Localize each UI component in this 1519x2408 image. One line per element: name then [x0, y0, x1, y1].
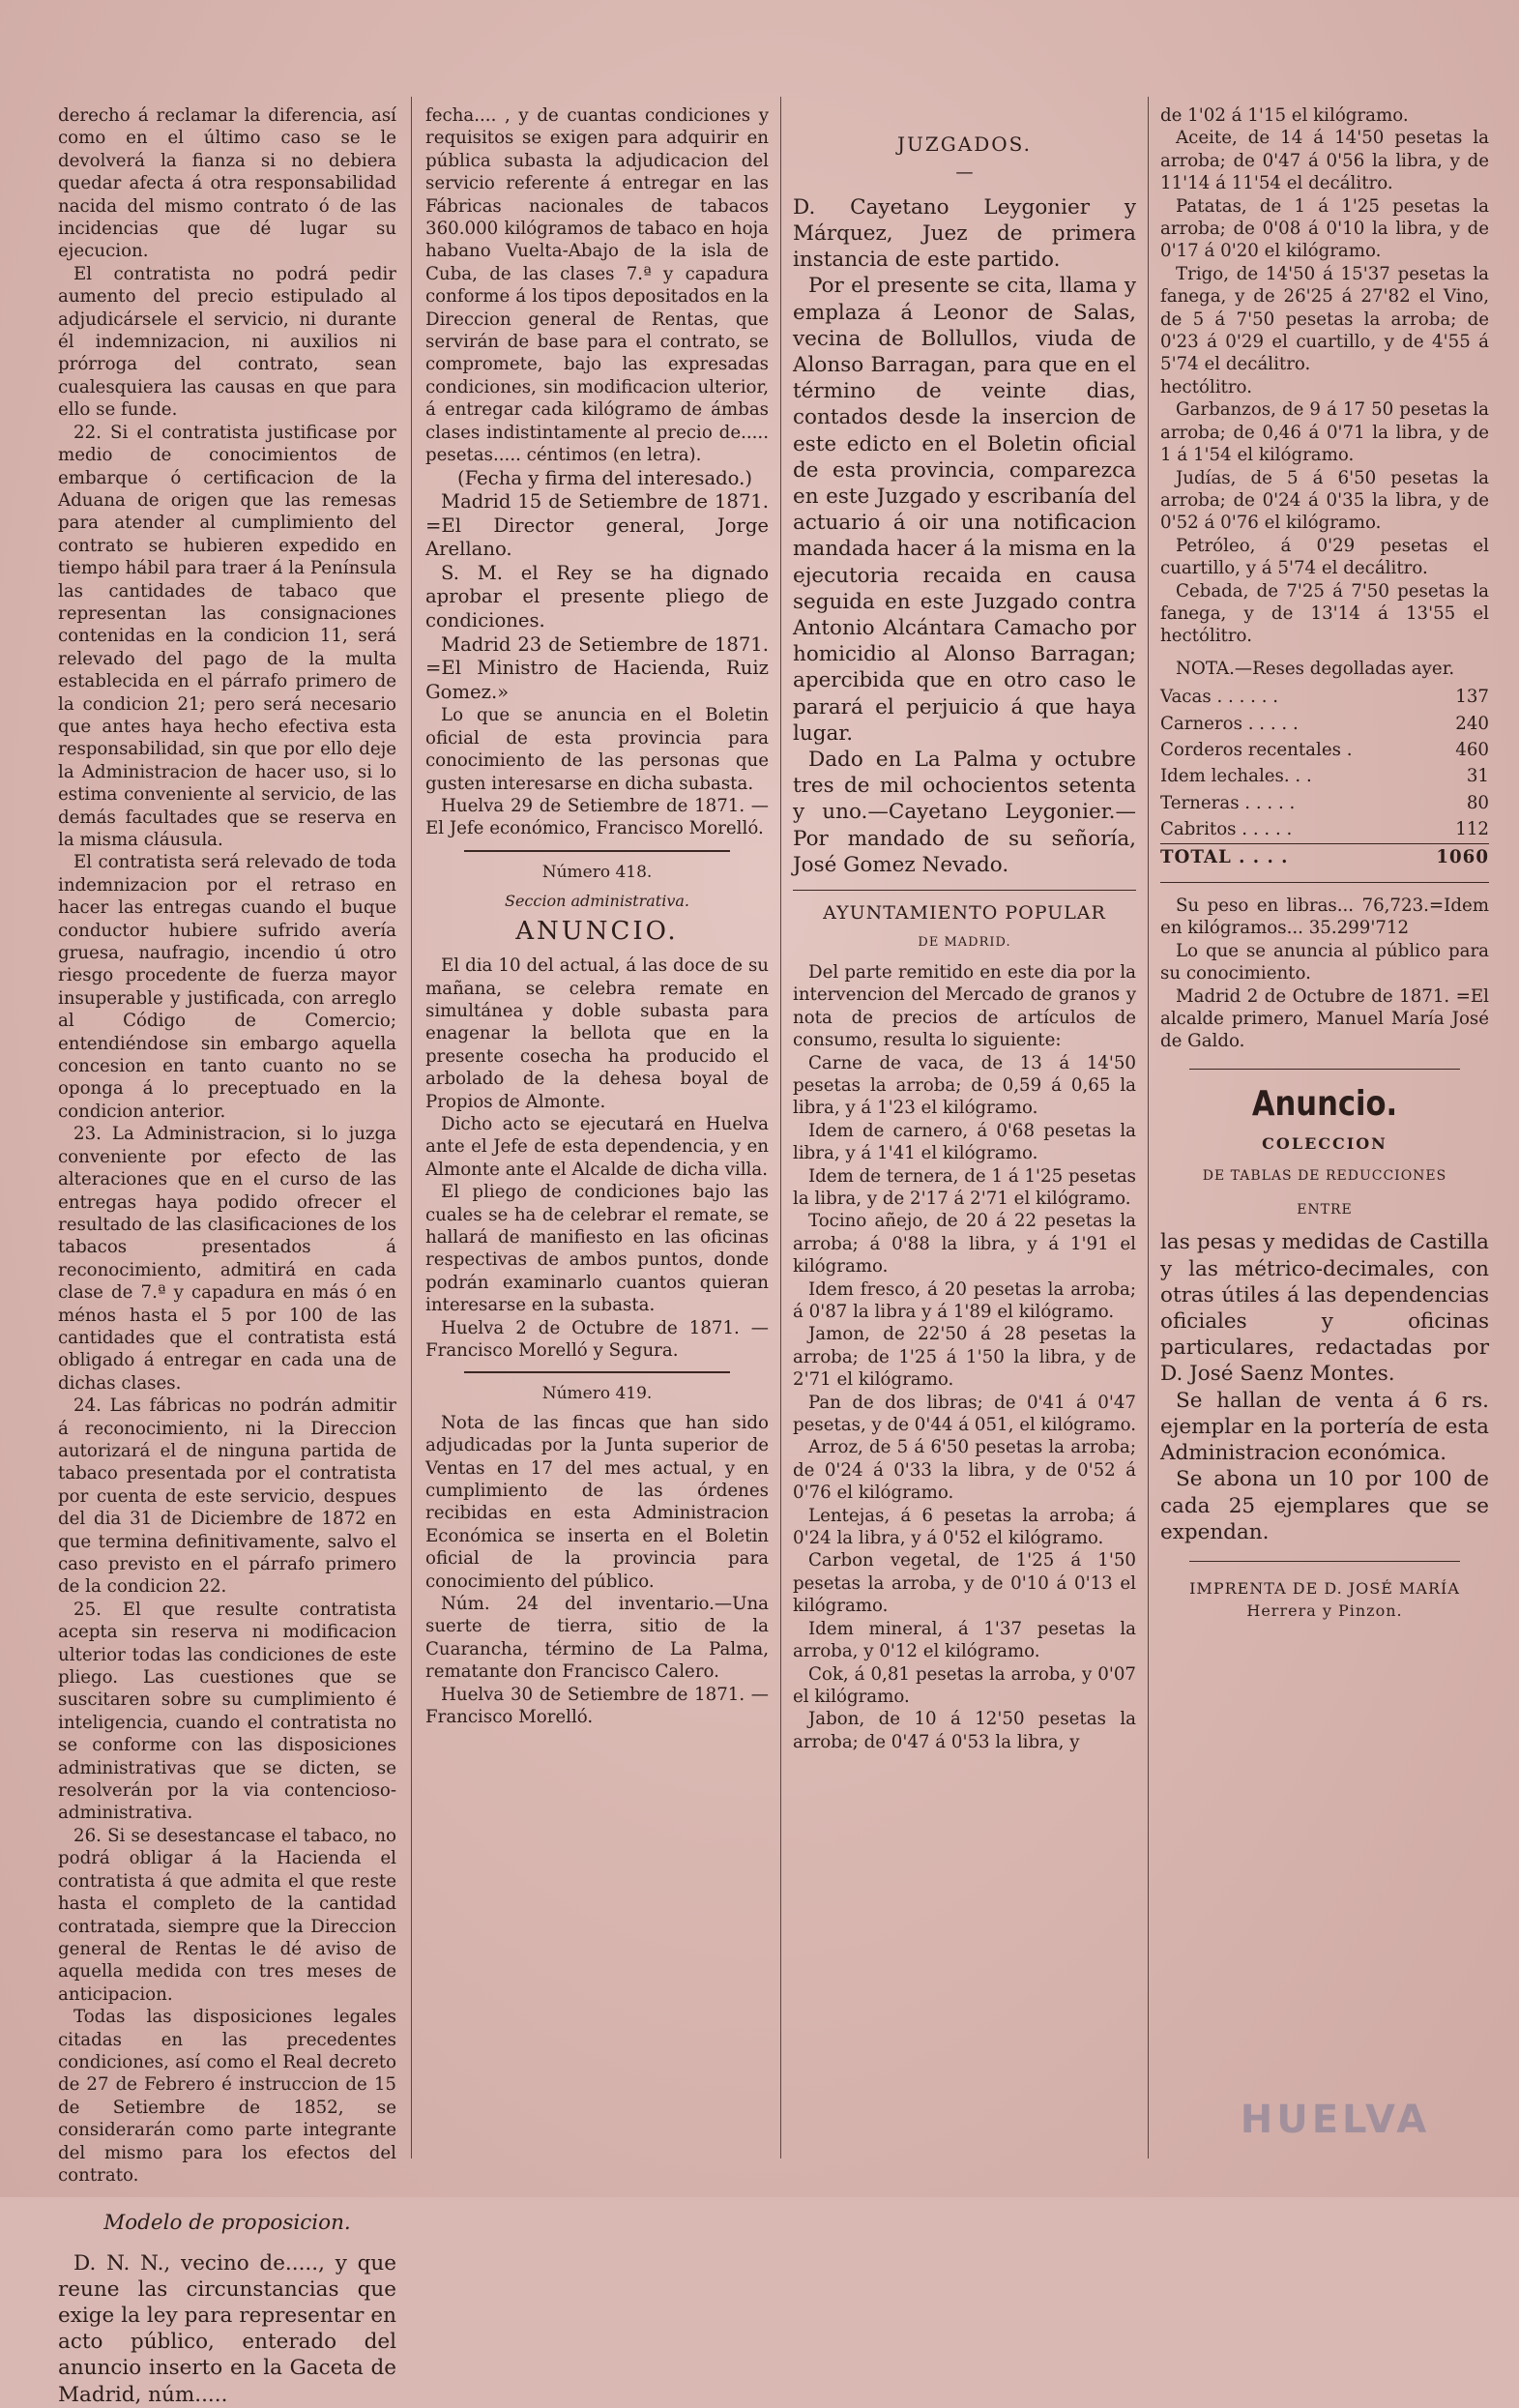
paragraph: D. N. N., vecino de....., y que reune las circunstancias que exige la ley para representar en acto público, enterado del anuncio inserto en la Gaceta de Madrid, núm.....: [58, 2250, 396, 2407]
paragraph: las pesas y medidas de Castilla y las métrico-decimales, con otras útiles á las dependencias oficiales y oficinas particulares, redactadas por D. José Saenz Montes.: [1160, 1230, 1489, 1387]
notice-number: Número 419.: [541, 1384, 653, 1404]
notice-number: Número 418.: [541, 862, 653, 882]
paragraph: derecho á reclamar la diferencia, así como en el último caso se le devolverá la fianza si no debiera quedar afecta á otra responsabilidad nacida del mismo contrato ó de las incidencias que dé lugar su ejecucion.: [58, 105, 396, 262]
paragraph: Lo que se anuncia en el Boletin oficial de esta provincia para conocimiento de las personas que gusten interesarse en dicha subasta.: [425, 705, 769, 794]
entre-heading: ENTRE: [1297, 1202, 1353, 1219]
divider: [793, 890, 1136, 891]
paragraph: Dado en La Palma y octubre tres de mil ochocientos setenta y uno.—Cayetano Leygonier.—Por mandado de su señoría, José Gomez Nevado.: [793, 748, 1136, 877]
paragraph: El dia 10 del actual, á las doce de su mañana, se celebra remate en simultánea y doble subasta para enagenar la bellota que en la presente cosecha ha producido el arbolado de la dehesa boyal de Propios de Almonte.: [425, 955, 769, 1112]
section-subtitle: DE MADRID.: [918, 934, 1011, 950]
table-row: Terneras . . . . . 80: [1160, 792, 1489, 813]
table-row: Vacas . . . . . . 137: [1160, 687, 1489, 708]
paragraph: 24. Las fábricas no podrán admitir á reconocimiento, ni la Direccion autorizará el de ninguna partida de tabaco presentada por el contratista por cuenta de este servicio, despues del dia 31 de Diciembre de 1872 en que termina definitivamente, salvo el caso previsto en el párrafo primero de la condicion 22.: [58, 1395, 396, 1598]
paragraph: Núm. 24 del inventario.—Una suerte de tierra, sitio de la Cuarancha, término de La Palma, rematante don Francisco Calero.: [425, 1594, 769, 1683]
paragraph: El contratista no podrá pedir aumento del precio estipulado al adjudicársele el servicio, ni durante él indemnizacion, ni auxilios ni prórroga del contrato, sean cualesquiera las causas en que para ello se funde.: [58, 263, 396, 421]
section-title: JUZGADOS.: [897, 132, 1032, 156]
paragraph: Del parte remitido en este dia por la intervencion del Mercado de granos y nota de precios de artículos de consumo, resulta lo siguiente:: [793, 961, 1136, 1051]
divider: [1160, 882, 1489, 883]
reses-note: NOTA.—Reses degolladas ayer.: [1176, 658, 1455, 679]
table-row: Idem lechales. . . 31: [1160, 766, 1489, 787]
price-entry: Garbanzos, de 9 á 17 50 pesetas la arroba; de 0,46 á 0'71 la libra, y de 1 á 1'54 el kilógramo.: [1160, 399, 1489, 466]
price-entry: Idem mineral, á 1'37 pesetas la arroba, y 0'12 el kilógramo.: [793, 1618, 1136, 1662]
price-entry: hectólitro.: [1160, 376, 1252, 397]
library-stamp: [1190, 2062, 1480, 2178]
total-row: TOTAL . . . . 1060: [1160, 843, 1489, 870]
paragraph: Nota de las fincas que han sido adjudicadas por la Junta superior de Ventas en 17 del mes actual, y en cumplimiento de las órdenes recibidas en esta Administracion Económica se inserta en el Boletin oficial de la provincia para conocimiento del público.: [425, 1412, 769, 1592]
column-2: [425, 104, 769, 2158]
paragraph: Su peso en libras... 76,723.=Idem en kilógramos... 35.299'712: [1160, 896, 1489, 939]
reses-table: [1160, 684, 1489, 870]
price-entry: Jamon, de 22'50 á 28 pesetas la arroba; de 1'25 á 1'50 la libra, y de 2'71 el kilógramo.: [793, 1324, 1136, 1391]
price-entry: Tocino añejo, de 20 á 22 pesetas la arroba; á 0'88 la libra, y á 1'91 el kilógramo.: [793, 1211, 1136, 1277]
paragraph: Madrid 15 de Setiembre de 1871. =El Director general, Jorge Arellano.: [425, 490, 769, 561]
column-3: [793, 104, 1136, 2158]
price-entry: Patatas, de 1 á 1'25 pesetas la arroba; de 0'08 á 0'10 la libra, y de 0'17 á 0'20 el kilógramo.: [1160, 195, 1489, 262]
divider: [1189, 1561, 1460, 1562]
price-entry: Trigo, de 14'50 á 15'37 pesetas la fanega, y de 26'25 á 27'82 el Vino, de 5 á 7'50 pesetas la arroba; de 0'23 á 0'29 el cuartillo, y de 4'55 á 5'74 el decálitro.: [1160, 263, 1489, 375]
price-entry: Arroz, de 5 á 6'50 pesetas la arroba; de 0'24 á 0'33 la libra, y de 0'52 á 0'76 el kilógramo.: [793, 1437, 1136, 1504]
paragraph: Por el presente se cita, llama y emplaza á Leonor de Salas, vecina de Bollullos, viuda de Alonso Barragan, para que en el término de veinte dias, contados desde la insercion de este edicto en el Boletin oficial de esta provincia, comparezca en este Juzgado y escribanía del actuario á oir una notificacion mandada hacer á la misma en la ejecutoria recaida en causa seguida en este Juzgado contra Antonio Alcántara Camacho por homicidio al Alonso Barragan; apercibida que en otro caso le parará el perjuicio á que haya lugar.: [793, 274, 1136, 746]
coleccion-heading: COLECCION: [1262, 1134, 1388, 1154]
table-row: Cabritos . . . . . 112: [1160, 819, 1489, 840]
printer-credit: IMPRENTA DE D. JOSÉ MARÍA Herrera y Pinzon.: [1189, 1578, 1460, 1621]
paragraph: 23. La Administracion, si lo juzga conveniente por efecto de las alteraciones que en el curso de las entregas haya podido ofrecer el resultado de las clasificaciones de los tabacos presentados á reconocimiento, admitirá en cada clase de 7.ª y capadura en más ó en ménos hasta el 5 por 100 de las cantidades que el contratista está obligado á entregar en cada una de dichas clases.: [58, 1124, 396, 1394]
paragraph: Huelva 30 de Setiembre de 1871. —Francisco Morelló.: [425, 1684, 769, 1728]
paragraph: El pliego de condiciones bajo las cuales se ha de celebrar el remate, se hallará de manifiesto en las oficinas respectivas de ambos puntos, donde podrán examinarlo cuantos quieran interesarse en la subasta.: [425, 1182, 769, 1316]
price-entry: Carne de vaca, de 13 á 14'50 pesetas la arroba; de 0,59 á 0,65 la libra, y á 1'23 el kilógramo.: [793, 1052, 1136, 1119]
price-entry: Idem de carnero, á 0'68 pesetas la libra, y á 1'41 el kilógramo.: [793, 1120, 1136, 1164]
stamp-text: HUELVA: [1240, 2098, 1431, 2142]
paragraph: D. Cayetano Leygonier y Márquez, Juez de primera instancia de este partido.: [793, 194, 1136, 273]
paragraph: S. M. el Rey se ha dignado aprobar el presente pliego de condiciones.: [425, 561, 769, 632]
table-row: Corderos recentales . 460: [1160, 739, 1489, 760]
paragraph: Huelva 2 de Octubre de 1871. —Francisco Morelló y Segura.: [425, 1317, 769, 1361]
paragraph: (Fecha y firma del interesado.): [456, 466, 753, 489]
column-rule: [1148, 97, 1149, 2158]
paragraph: Lo que se anuncia al público para su conocimiento.: [1160, 940, 1489, 984]
column-1: [58, 104, 396, 2407]
notice-title: ANUNCIO.: [515, 916, 679, 946]
paragraph: Se hallan de venta á 6 rs. ejemplar en la portería de esta Administracion económica.: [1160, 1388, 1489, 1466]
paragraph: 22. Si el contratista justificase por medio de conocimientos de embarque ó certificacion de la Aduana de origen que las remesas para atender al cumplimiento del contrato se hubieren expedido en tiempo hábil para traer á la Península las cantidades de tabaco que representan las consignaciones contenidas en la condicion 11, será relevado del pago de la multa establecida en el párrafo primero de la condicion 21; pero será necesario que antes haya hecho efectiva esta responsabilidad, sin que por ello deje la Administracion de hacer uso, si lo estima conveniente al servicio, de las demás facultades que se reserva en la misma cláusula.: [58, 422, 396, 850]
column-rule: [411, 97, 412, 2158]
paragraph: Madrid 23 de Setiembre de 1871. =El Ministro de Hacienda, Ruiz Gomez.»: [425, 632, 769, 703]
divider: [464, 850, 730, 852]
price-entry: Pan de dos libras; de 0'41 á 0'47 pesetas, y de 0'44 á 051, el kilógramo.: [793, 1392, 1136, 1436]
price-entry: Aceite, de 14 á 14'50 pesetas la arroba; de 0'47 á 0'56 la libra, y de 11'14 á 11'54 el decálitro.: [1160, 128, 1489, 194]
price-entry: Idem de ternera, de 1 á 1'25 pesetas la libra, y de 2'17 á 2'71 el kilógramo.: [793, 1165, 1136, 1209]
paragraph: Todas las disposiciones legales citadas en las precedentes condiciones, así como el Real decreto de 27 de Febrero é instruccion de 15 de Setiembre de 1852, se considerarán como parte integrante del mismo para los efectos del contrato.: [58, 2007, 396, 2186]
price-entry: Cok, á 0,81 pesetas la arroba, y 0'07 el kilógramo.: [793, 1663, 1136, 1707]
price-entry: Idem fresco, á 20 pesetas la arroba; á 0'87 la libra y á 1'89 el kilógramo.: [793, 1278, 1136, 1322]
table-row: Carneros . . . . . 240: [1160, 713, 1489, 734]
price-entry: de 1'02 á 1'15 el kilógramo.: [1160, 105, 1409, 126]
section-title: Modelo de proposicion.: [103, 2211, 351, 2236]
paragraph: Dicho acto se ejecutará en Huelva ante el Jefe de esta dependencia, y en Almonte ante el Alcalde de dicha villa.: [425, 1113, 769, 1180]
section-title: AYUNTAMIENTO POPULAR: [823, 902, 1106, 925]
price-entry: Jabon, de 10 á 12'50 pesetas la arroba; de 0'47 á 0'53 la libra, y: [793, 1709, 1136, 1752]
price-entry: Judías, de 5 á 6'50 pesetas la arroba; de 0'24 á 0'35 la libra, y de 0'52 á 0'76 el kilógramo.: [1160, 467, 1489, 534]
notice-title: Anuncio.: [1251, 1083, 1398, 1124]
paragraph: fecha.... , y de cuantas condiciones y requisitos se exigen para adquirir en pública subasta la adjudicacion del servicio referente á entregar en las Fábricas nacionales de tabacos 360.000 kilógramos de tabaco en hoja habano Vuelta-Abajo de la isla de Cuba, de las clases 7.ª y capadura conforme á los tipos depositados en la Direccion general de Rentas, que servirán de base para el contrato, se compromete, bajo las expresadas condiciones, sin modificacion ulterior, á entregar cada kilógramo de ámbas clases indistintamente al precio de..... pesetas..... céntimos (en letra).: [425, 105, 769, 466]
paragraph: 25. El que resulte contratista acepta sin reserva ni modificacion ulterior todas las condiciones de este pliego. Las cuestiones que se suscitaren sobre su cumplimiento é inteligencia, cuando el contratista no se conforme con las disposiciones administrativas que se dicten, se resolverán por la via contencioso-administrativa.: [58, 1599, 396, 1824]
divider: [464, 1371, 730, 1373]
paragraph: El contratista será relevado de toda indemnizacion por el retraso en hacer las entregas cuando el buque conductor hubiere sufrido avería gruesa, naufragio, incendio ú otro riesgo procedente de fuerza mayor insuperable y justificada, con arreglo al Código de Comercio; entendiéndose sin embargo aquella concesion en tanto cuanto no se oponga á lo preceptuado en la condicion anterior.: [58, 852, 396, 1122]
dash-divider: —: [955, 162, 974, 184]
paragraph: 26. Si se desestancase el tabaco, no podrá obligar á la Hacienda el contratista á que admita el que reste hasta el completo de la cantidad contratada, siempre que la Direccion general de Rentas le dé aviso de aquella medida con tres meses de anticipacion.: [58, 1825, 396, 2005]
divider: [1189, 1069, 1460, 1070]
price-entry: Petróleo, á 0'29 pesetas el cuartillo, y á 5'74 el decálitro.: [1160, 535, 1489, 579]
paragraph: Se abona un 10 por 100 de cada 25 ejemplares que se expendan.: [1160, 1467, 1489, 1544]
price-entry: Cebada, de 7'25 á 7'50 pesetas la fanega, y de 13'14 á 13'55 el hectólitro.: [1160, 580, 1489, 647]
paragraph: Huelva 29 de Setiembre de 1871. —El Jefe económico, Francisco Morelló.: [425, 796, 769, 839]
price-entry: Lentejas, á 6 pesetas la arroba; á 0'24 la libra, y á 0'52 el kilógramo.: [793, 1505, 1136, 1549]
section-title: Seccion administrativa.: [504, 892, 690, 911]
column-4: [1160, 104, 1489, 2158]
column-rule: [780, 97, 781, 2158]
price-entry: Carbon vegetal, de 1'25 á 1'50 pesetas la arroba, y de 0'10 á 0'13 el kilógramo.: [793, 1550, 1136, 1617]
tablas-heading: DE TABLAS DE REDUCCIONES: [1202, 1167, 1447, 1184]
paragraph: Madrid 2 de Octubre de 1871. =El alcalde primero, Manuel María José de Galdo.: [1160, 985, 1489, 1052]
